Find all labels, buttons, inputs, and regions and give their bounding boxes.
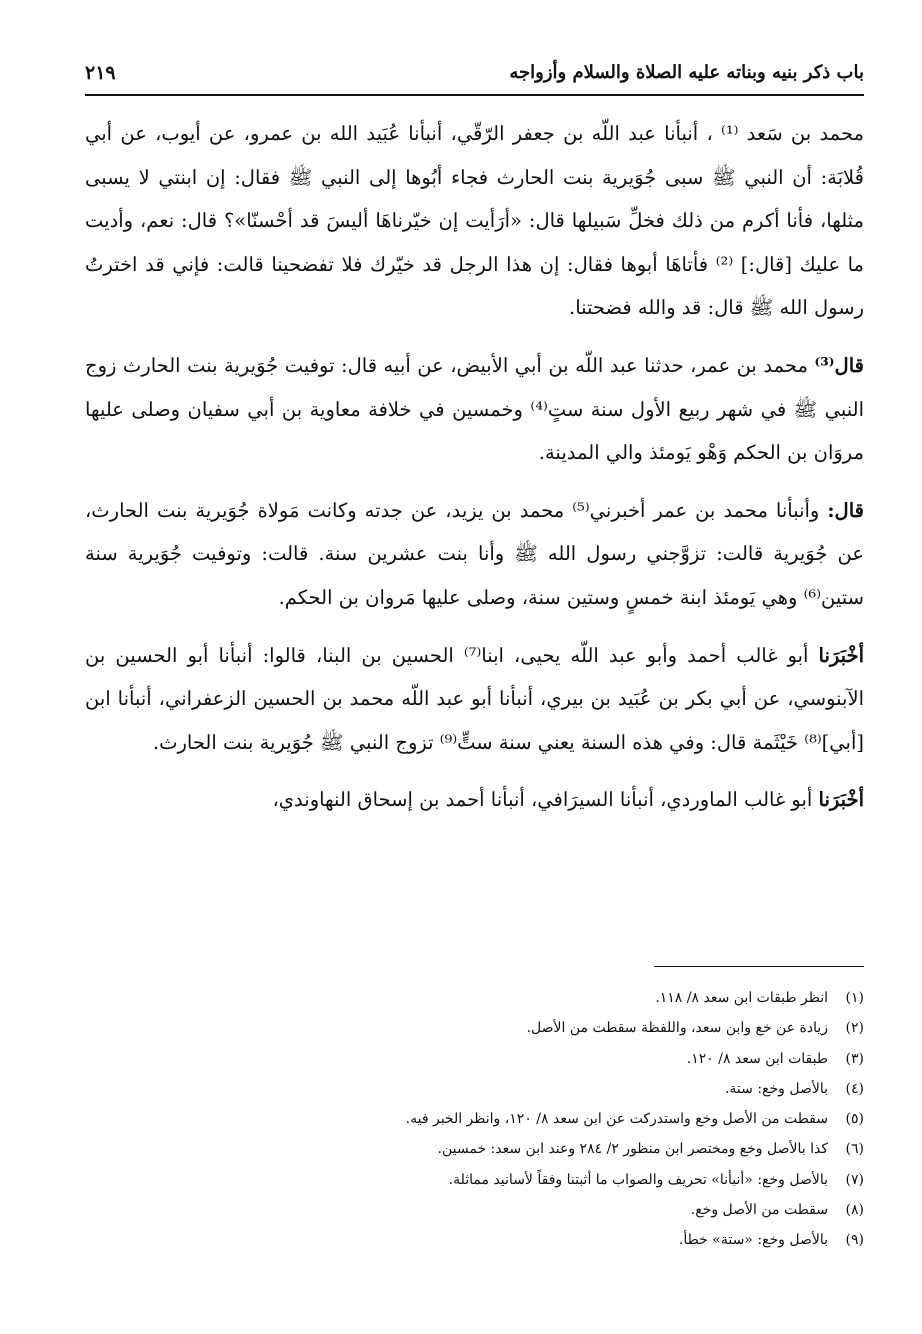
paragraph-text: محمد بن سَعد ⁽¹⁾ ، أنبأنا عبد اللّه بن جعفر الرّقّي، أنبأنا عُبَيد الله بن عمرو، عن أيوب، عن أبي قُلابَة: أن النبي ﷺ سبى جُوَيرية بنت الحارث فجاء أبُوها إلى النبي ﷺ فقال: إن ابنتي لا يسبى مثلها، فأنا أكرم من ذلك فخلِّ سَبيلها قال: «أرَأيت إن خيّرناهَا أليسَ قد أحْسنّا»؟ قال: نعم، وأديت ما عليك [قال:] ⁽²⁾ فأتاهَا أبوها فقال: إن هذا الرجل قد خيّرك فلا تفضحينا قالت: فإني قد اخترتُ رسول الله ﷺ قال: قد والله فضحتنا. bbox=[85, 122, 864, 320]
footnote-text: سقطت من الأصل وخع واستدركت عن ابن سعد ٨/ ١٢٠، وانظر الخبر فيه. bbox=[405, 1111, 828, 1128]
footnote-number: (٤) bbox=[845, 1080, 864, 1097]
footnote bbox=[85, 1195, 864, 1225]
footnote-divider bbox=[654, 966, 864, 967]
footnote-number: (٨) bbox=[845, 1202, 864, 1219]
paragraph-lead: أخْبَرَنا bbox=[818, 788, 864, 812]
footnote bbox=[85, 1044, 864, 1074]
paragraph-lead: أخْبَرَنا bbox=[818, 643, 864, 667]
footnotes bbox=[85, 983, 864, 1256]
paragraph-1 bbox=[85, 112, 864, 330]
footnote bbox=[85, 1225, 864, 1255]
footnote-text: كذا بالأصل وخع ومختصر ابن منظور ٢/ ٢٨٤ وعند ابن سعد: خمسين. bbox=[437, 1141, 828, 1158]
footnote bbox=[85, 1104, 864, 1134]
footnote-text: زيادة عن خع وابن سعد، واللفظة سقطت من الأصل. bbox=[526, 1020, 828, 1037]
paragraph-text: محمد بن عمر، حدثنا عبد اللّه بن أبي الأبيض، عن أبيه قال: توفيت جُوَيرية بنت الحارث زوج النبي ﷺ في شهر ربيع الأول سنة ستٍ⁽⁴⁾ وخمسين في خلافة معاوية بن أبي سفيان وصلى عليها مروَان بن الحكم وَهْو يَومئذ والي المدينة. bbox=[85, 353, 865, 465]
footnote-text: سقطت من الأصل وخع. bbox=[690, 1202, 828, 1219]
footnote-text: بالأصل وخع: «أنبأنا» تحريف والصواب ما أثبتنا وفقاً لأسانيد مماثلة. bbox=[448, 1171, 828, 1188]
paragraph-text: أبو غالب أحمد وأبو عبد اللّه يحيى، ابنا⁽⁷⁾ الحسين بن البنا، قالوا: أنبأنا أبو الحسين بن الآبنوسي، عن أبي بكر بن عُبَيد بن بيري، أنبأنا أبو عبد اللّه محمد بن الحسين الزعفراني، أنبأنا ابن [أبي]⁽⁸⁾ خَيْثَمة قال: وفي هذه السنة يعني سنة ستٍّ⁽⁹⁾ تزوج النبي ﷺ جُوَيرية بنت الحارث. bbox=[85, 643, 864, 754]
paragraph-5 bbox=[85, 778, 864, 822]
footnote-number: (١) bbox=[845, 990, 864, 1006]
footnote-number: (٢) bbox=[845, 1020, 864, 1037]
paragraph-lead: قال: bbox=[827, 498, 864, 522]
main-text bbox=[85, 112, 864, 822]
running-header bbox=[85, 56, 864, 96]
footnote bbox=[85, 1074, 864, 1104]
footnote-text: بالأصل وخع: «ستة» خطأ. bbox=[678, 1232, 828, 1249]
footnote bbox=[85, 1013, 864, 1043]
footnote-text: بالأصل وخع: ستة. bbox=[724, 1080, 828, 1097]
chapter-title: باب ذكر بنيه وبناته عليه الصلاة والسلام وأزواجه bbox=[509, 62, 864, 83]
footnote bbox=[85, 1134, 864, 1164]
page-number: ٢١٩ bbox=[85, 62, 116, 84]
footnote-number: (٩) bbox=[845, 1232, 864, 1249]
paragraph-2 bbox=[85, 344, 864, 475]
paragraph-3 bbox=[85, 489, 864, 620]
footnote-number: (٥) bbox=[845, 1111, 864, 1128]
footnote-text: طبقات ابن سعد ٨/ ١٢٠. bbox=[686, 1050, 828, 1067]
paragraph-text: أبو غالب الماوردي، أنبأنا السيرَافي، أنبأنا أحمد بن إسحاق النهاوندي، bbox=[272, 788, 813, 812]
footnote bbox=[85, 1165, 864, 1195]
footnote-text: انظر طبقات ابن سعد ٨/ ١١٨. bbox=[655, 990, 828, 1006]
footnote-number: (٧) bbox=[845, 1171, 864, 1188]
paragraph-4 bbox=[85, 634, 864, 765]
footnote bbox=[85, 983, 864, 1013]
footnote-number: (٣) bbox=[845, 1050, 864, 1067]
footnote-number: (٦) bbox=[845, 1141, 864, 1158]
paragraph-lead: قال⁽³⁾ bbox=[814, 353, 864, 377]
paragraph-text: وأنبأنا محمد بن عمر أخبرني⁽⁵⁾ محمد بن يزيد، عن جدته وكانت مَولاة جُوَيرية بنت الحارث، عن جُوَيرية قالت: تزوَّجني رسول الله ﷺ وأنا بنت عشرين سنة. قالت: وتوفيت جُوَيرية سنة ستين⁽⁶⁾ وهي يَومئذ ابنة خمسٍ وستين سنة، وصلى عليها مَروان بن الحكم. bbox=[85, 498, 864, 609]
